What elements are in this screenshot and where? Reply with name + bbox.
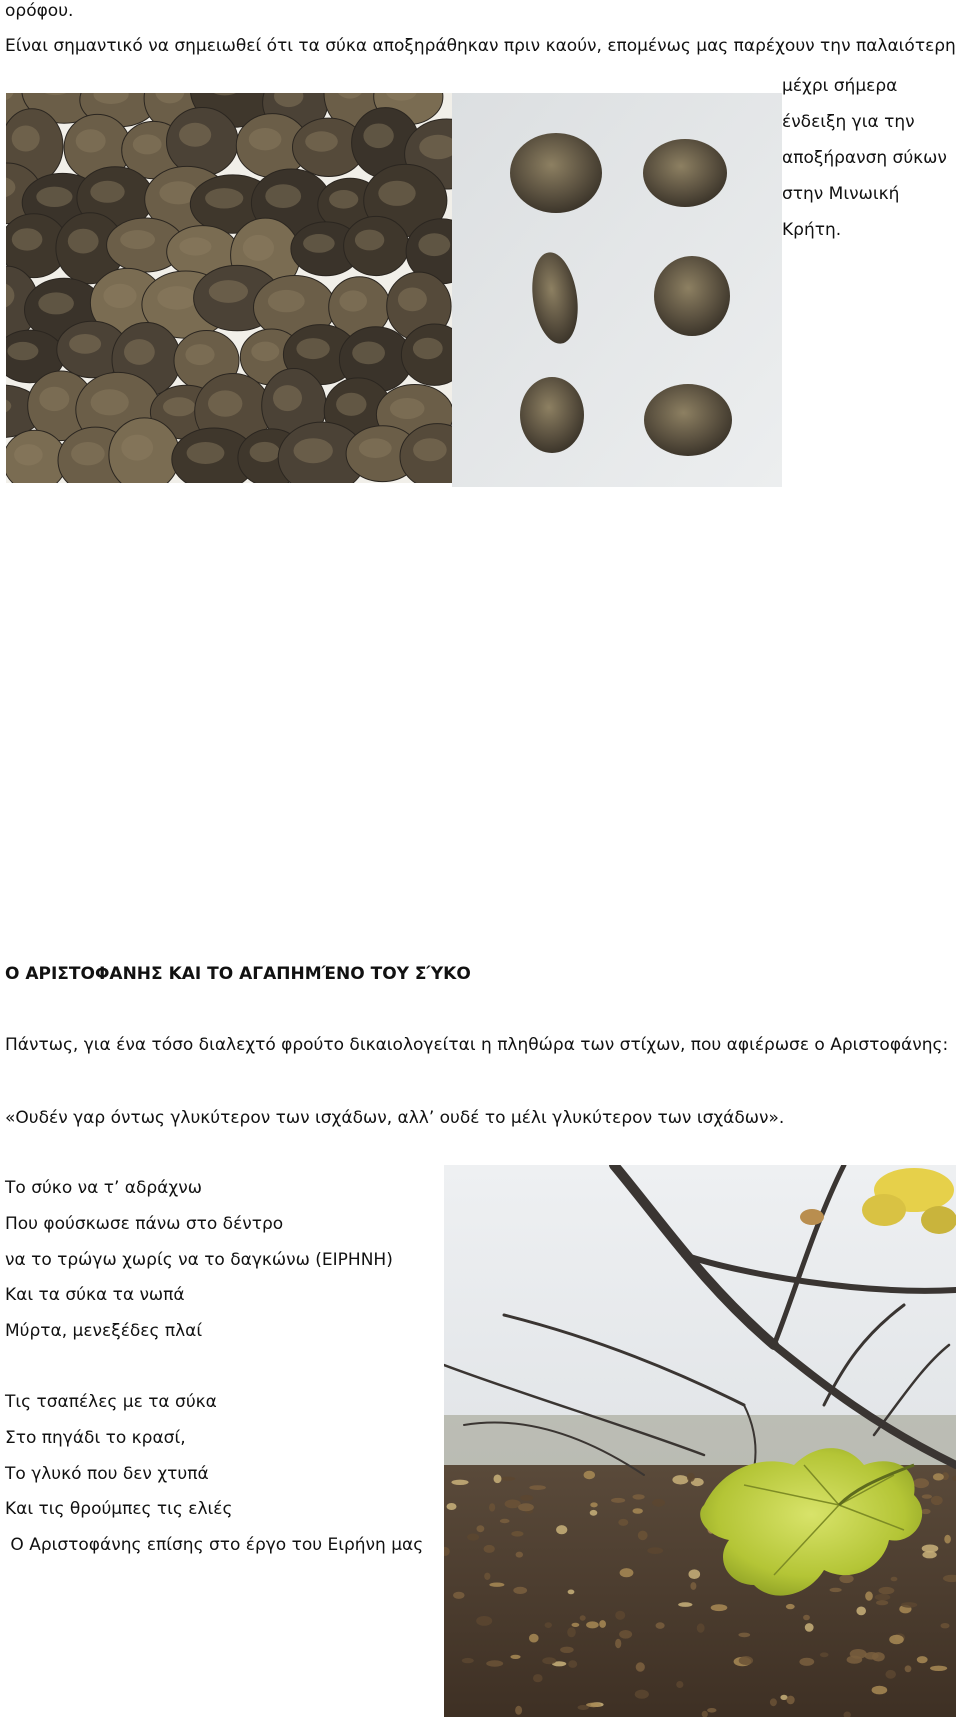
fig-tree-branch-photo: [444, 1165, 956, 1717]
poem-line: Μύρτα, μενεξέδες πλαί: [5, 1321, 203, 1341]
dried-figs-pile-photo: [6, 93, 452, 483]
poem-line: Τις τσαπέλες με τα σύκα: [5, 1392, 217, 1412]
poem-line: να το τρώγω χωρίς να το δαγκώνω (ΕΙΡΗΝΗ): [5, 1250, 393, 1270]
side-line: αποξήρανση σύκων: [782, 148, 947, 168]
side-line: στην Μινωική: [782, 184, 900, 204]
poem-line: Το γλυκό που δεν χτυπά: [5, 1464, 209, 1484]
side-caption: [782, 68, 947, 248]
section-heading: Ο ΑΡΙΣΤΟΦΑΝΗΣ ΚΑΙ ΤΟ ΑΓΑΠΗΜΈΝΟ ΤΟΥ ΣΎΚΟ: [5, 964, 471, 984]
poem-line: Που φούσκωσε πάνω στο δέντρο: [5, 1214, 284, 1234]
intro-line: Είναι σημαντικό να σημειωθεί ότι τα σύκα αποξηράθηκαν πριν καούν, επομένως μας παρέχουν την παλαιότερη: [5, 36, 956, 56]
poem-line: Και τις θρούμπες τις ελιές: [5, 1499, 233, 1519]
quote: «Ουδέν γαρ όντως γλυκύτερον των ισχάδων, αλλ’ ουδέ το μέλι γλυκύτερον των ισχάδων».: [5, 1108, 785, 1128]
poem-line: Και τα σύκα τα νωπά: [5, 1285, 185, 1305]
side-line: μέχρι σήμερα: [782, 76, 898, 96]
poem-line: Στο πηγάδι το κρασί,: [5, 1428, 186, 1448]
poem-line: Ο Αριστοφάνης επίσης στο έργο του Ειρήνη μας: [5, 1535, 424, 1555]
text-fragment: ορόφου.: [5, 1, 74, 21]
poem-line: Το σύκο να τ’ αδράχνω: [5, 1178, 202, 1198]
paragraph: Πάντως, για ένα τόσο διαλεχτό φρούτο δικαιολογείται η πληθώρα των στίχων, που αφιέρωσε ο Αριστοφάνης:: [5, 1035, 949, 1055]
side-line: Κρήτη.: [782, 220, 842, 240]
side-line: ένδειξη για την: [782, 112, 915, 132]
six-dried-figs-photo: [452, 93, 782, 487]
